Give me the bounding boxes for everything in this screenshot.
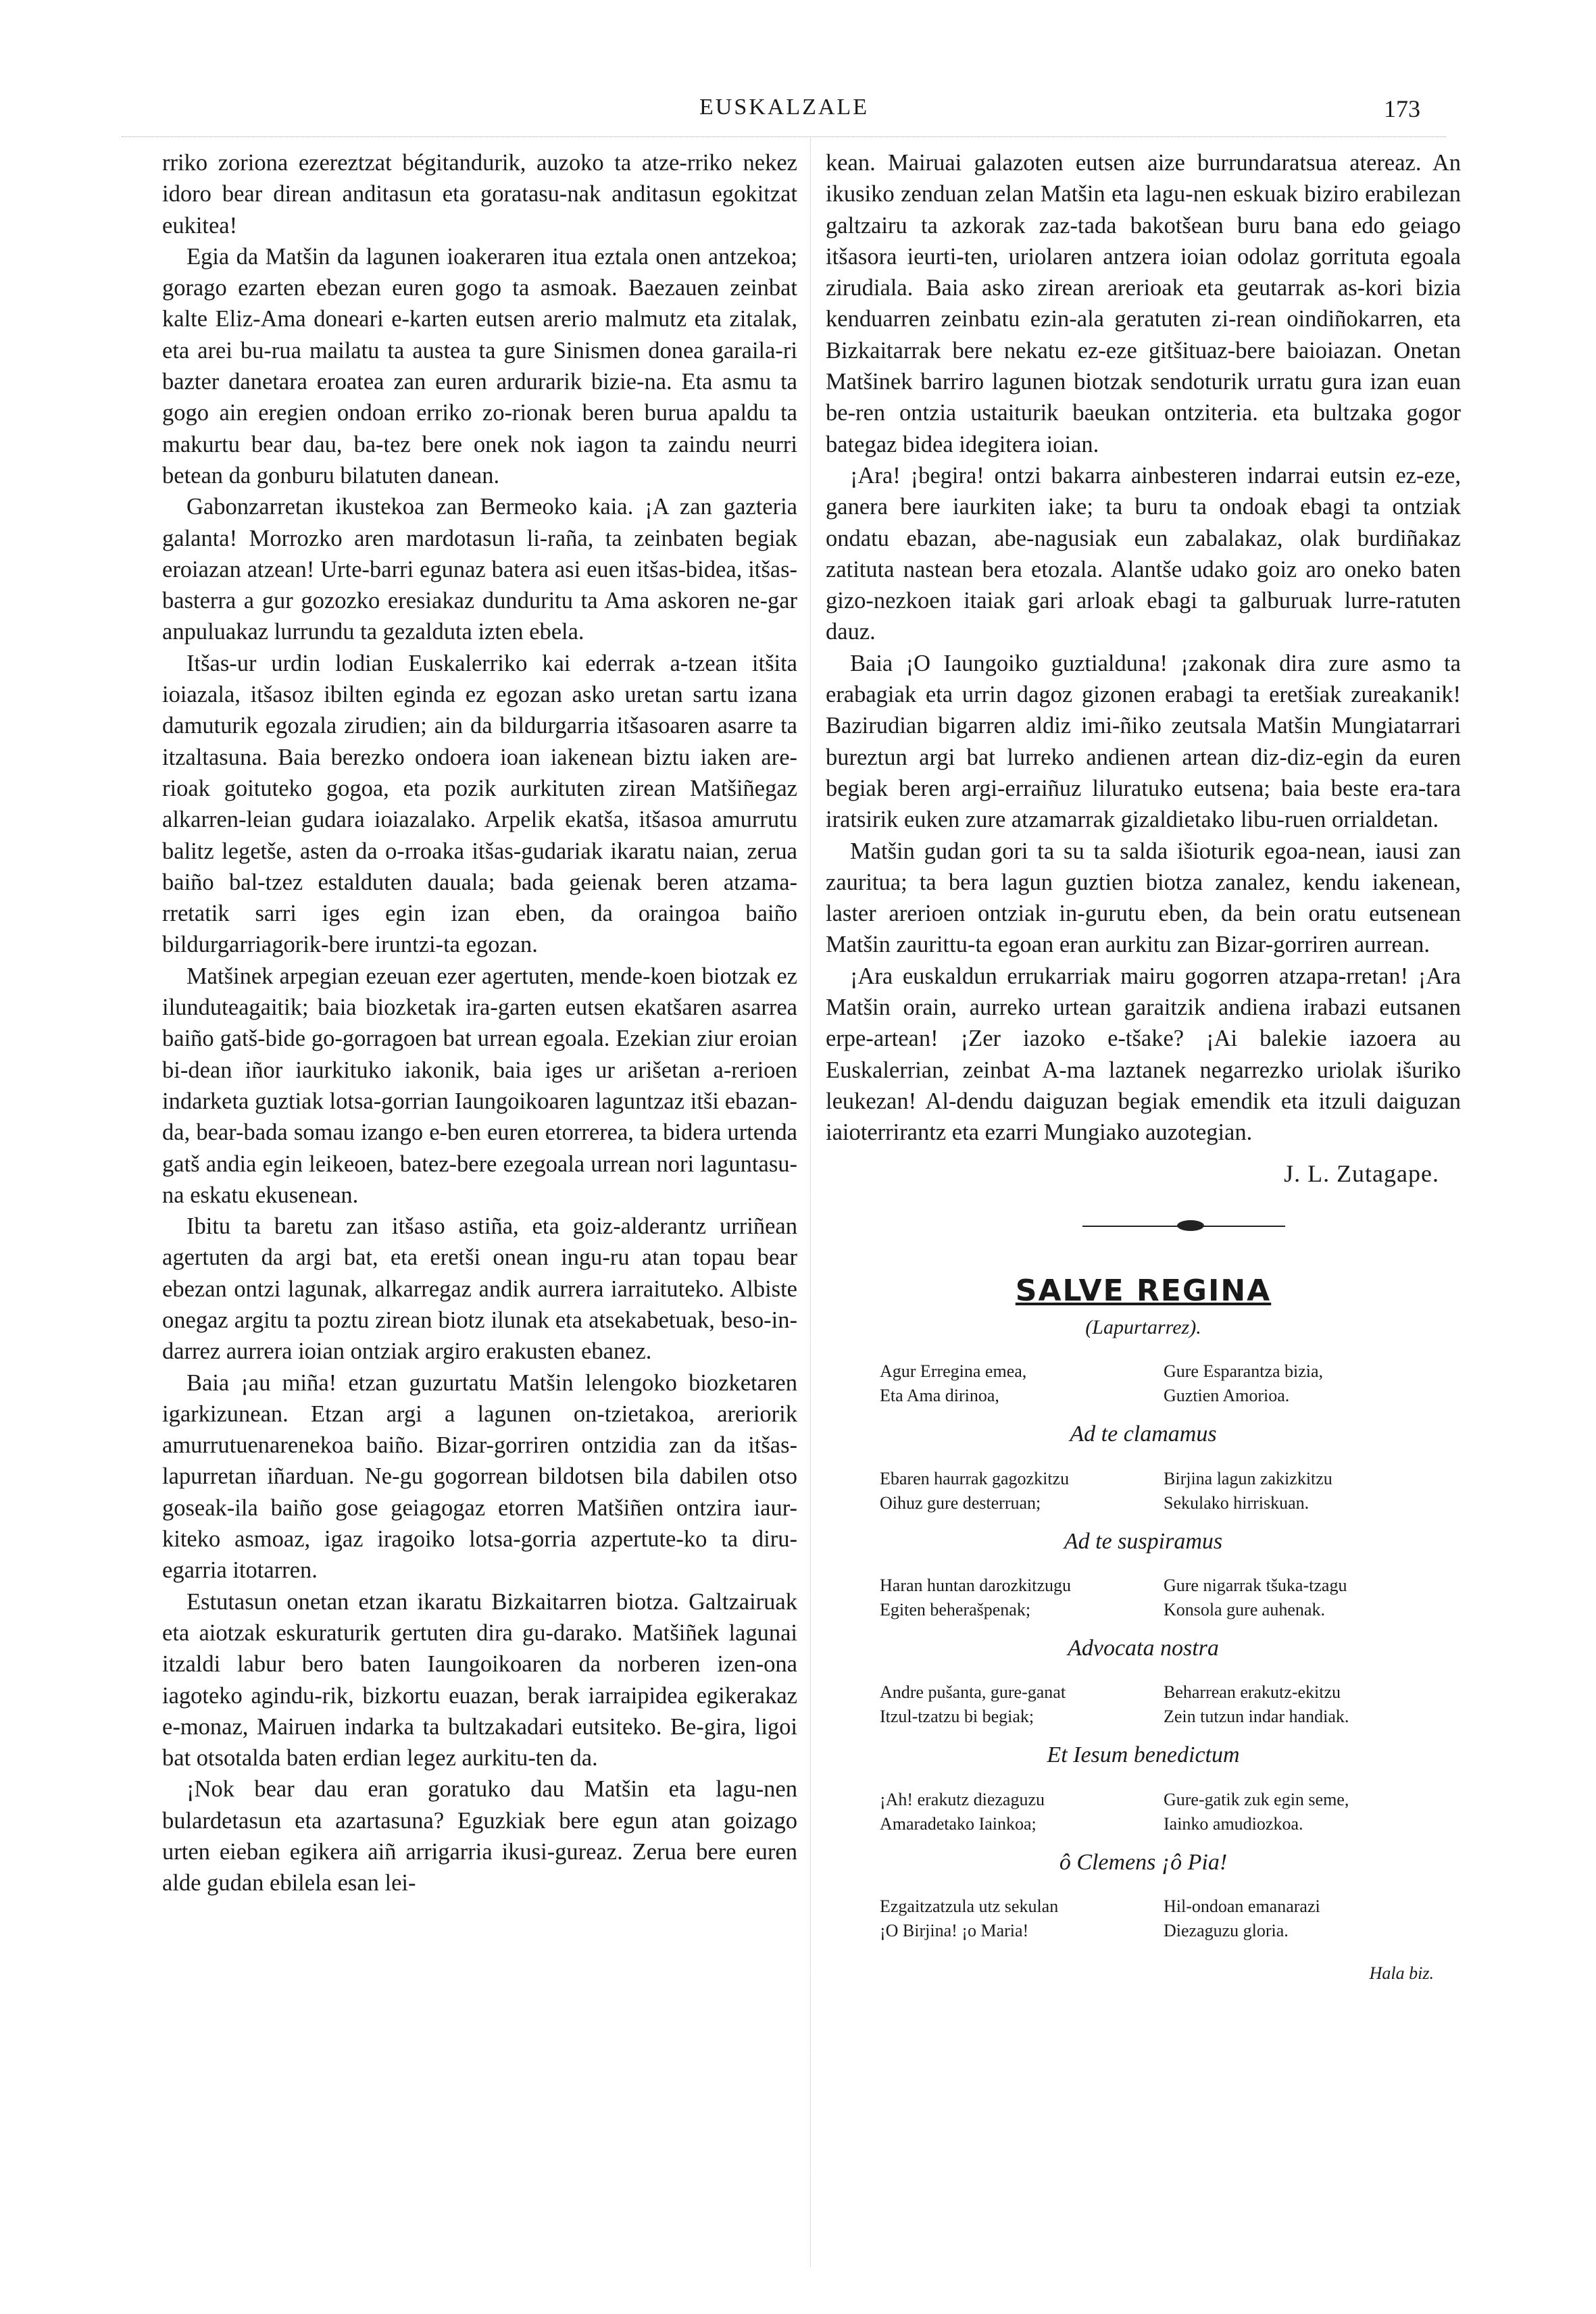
paragraph: kean. Mairuai galazoten eutsen aize burrundaratsua atereaz. An ikusiko zenduan zelan Matšin eta lagu-nen eskuak biziro erabilezan galtzairu ta azkorak zaz-tada bakotšean buru bana edo geiago itšasora ieurti-ten, uriolaren antzera ioian odolaz gorrituta egoala zirudiala. Baia asko zirean arerioak eta geutarrak as-kori bizia kenduarren zeinbatu ezin-ala geratuten zi-rean oindiñokarren, eta Bizkaitarrak bere nekatu ez-eze gitšituaz-bere baioiazan. Onetan Matšinek barriro lagunen biotzak sendoturik urratu gura izan euan be-ren ontzia ustaiturik baeukan ontziteria. eta bultzaka gogor bategaz bidea idegitera ioian. <box>826 150 1461 457</box>
hymn-stanza <box>826 1467 1461 1515</box>
verse-line: Oihuz gure desterruan; <box>880 1492 1041 1513</box>
verse-line: Egiten beherašpenak; <box>880 1599 1031 1619</box>
verse-line: Diezaguzu gloria. <box>1164 1920 1289 1940</box>
verse-line: Andre pušanta, gure-ganat <box>880 1682 1066 1703</box>
verse-line: Zein tutzun indar handiak. <box>1164 1707 1349 1727</box>
right-column <box>826 147 1461 1989</box>
verse-line: Itzul-tzatzu bi begiak; <box>880 1707 1034 1727</box>
paragraph: Gabonzarretan ikustekoa zan Bermeoko kaia. ¡A zan gazteria galanta! Morrozko aren mardotasun li-raña, ta zeinbaten begiak eroiazan atzean! Urte-barri egunaz batera asi euen itšas-bidea, itšas-basterra a gur gozozko eresiakaz dunduritu ta Ama askoren ne-gar anpuluakaz lurrundu ta gezaldutа izten ebela. <box>162 494 797 645</box>
verse-line: Konsola gure auhenak. <box>1164 1599 1325 1619</box>
verse-line: Ezgaitzatzula utz sekulan <box>880 1896 1059 1916</box>
author-signature: J. L. Zutagape. <box>1284 1159 1439 1187</box>
hymn-refrain: Ad te clamamus <box>1070 1422 1217 1447</box>
paragraph: ¡Ara! ¡begira! ontzi bakarra ainbesteren indarrai eutsin ez-eze, ganera bere iaurkiten iake; ta buru ta ondoak ebagi ta ontziak ondatu ebazan, abe-nagusiak eun zabalakaz, olak burdiñakaz zatituta nastean bera etozala. Alantše udako goiz aro oneko baten gizo-nezkoen itaiak gari arloak ebagi ta galburuak lurre-ratuten dauz. <box>826 462 1461 645</box>
column-divider <box>810 139 811 2267</box>
verse-line: Gure nigarrak tšuka-tzagu <box>1164 1575 1347 1595</box>
verse-line: Gure Esparantza bizia, <box>1164 1361 1324 1382</box>
hymn-refrain: ô Clemens ¡ô Pia! <box>1059 1849 1228 1875</box>
paragraph: ¡Nok bear dau eran goratuko dau Matšin eta lagu-nen bulardetasun eta azartasuna? Eguzkiak bere egun atan goizago urten eieban egikera aiñ arrigarria ikusi-gureaz. Zerua bere euren alde gudan ebilela esan lei- <box>162 1776 797 1896</box>
paragraph: rriko zoriona ezereztzat bégitandurik, auzoko ta atze-rriko nekez idoro bear direan anditasun eta goratasu-nak anditasun egokitzat eukitea! <box>162 150 797 238</box>
paragraph: Estutasun onetan etzan ikaratu Bizkaitarren biotza. Galtzairuak eta aiotzak eskuraturik gertuten dira gu-darako. Matšiñek lagunai itzaldi labur bero baten Iaungoikoaren da norberen izen-ona iagoteko agindu-rik, bizkortu euazan, berak iarraipidea egikerakaz e-monaz, Mairuen indarka ta bultzakadari eutsiteko. Be-gira, ligoi bat otsotalda baten erdian legez aurkitu-ten da. <box>162 1588 797 1771</box>
paragraph: Egia da Matšin da lagunen ioakeraren itua eztala onen antzekoa; gorago ezarten ebezan euren gogo ta asmoak. Baezauen zeinbat kalte Eliz-Ama doneari e-karten eutsen arerio malmutz eta zitalak, eta arei bu-rua mailatu ta austea ta gure Sinismen donea garaila-ri bazter danetara eroatea zan euren ardurarik bizie-na. Eta asmu ta gogo ain eregien ondoan erriko zo-rionak beren burua apaldu ta makurtu bear dau, ba-tez bere onek nok iagon ta zaindu neurri betean da gonburu bilatuten danean. <box>162 243 797 488</box>
hymn-stanza <box>826 1359 1461 1408</box>
verse-line: Haran huntan darozkitzugu <box>880 1575 1072 1595</box>
header-rule <box>122 136 1446 137</box>
hymn-stanza <box>826 1680 1461 1729</box>
verse-line: Eta Ama dirinoa, <box>880 1386 999 1406</box>
hymn-stanza <box>826 1574 1461 1622</box>
hymn-title: SALVE REGINA <box>1015 1273 1272 1308</box>
page-header <box>0 95 1596 135</box>
verse-line: Gure-gatik zuk egin seme, <box>1164 1789 1349 1809</box>
running-title: EUSKALZALE <box>699 95 869 120</box>
page-number: 173 <box>1384 95 1420 122</box>
verse-line: Amaradetako Iainkoa; <box>880 1813 1037 1834</box>
verse-line: ¡Ah! erakutz diezaguzu <box>880 1789 1045 1809</box>
verse-line: Ebaren haurrak gagozkitzu <box>880 1468 1070 1488</box>
hymn-subtitle: (Lapurtarrez). <box>1085 1316 1201 1339</box>
ornament-divider <box>826 1216 1461 1236</box>
verse-line: Hil-ondoan emanarazi <box>1164 1896 1320 1916</box>
verse-line: Agur Erregina emea, <box>880 1361 1027 1382</box>
verse-line: Birjina lagun zakizkitzu <box>1164 1468 1332 1488</box>
paragraph: Matšinek arpegian ezeuan ezer agertuten, mende-koen biotzak ez ilunduteagaitik; baia biozketak ira-garten eutsen ekatšaren asarrea baiño gatš-bide go-gorragoen bat urrean egoala. Ezekian ziur eroian bi-dean iñor iaurkituko iakonik, baia iges ur arišetan a-rerioen indarketa guztiak lotsa-gorrian Iaungoikoaren laguntzaz itši ebazan-da, bear-bada somau izango e-ben euren etorrerea, ta bidera urtenda gatš andia egin leikeoen, batez-bere ezegoala urrean nori laguntasu-na eskatu ekusenean. <box>162 963 797 1208</box>
hymn-stanza <box>826 1894 1461 1943</box>
paragraph: Ibitu ta baretu zan itšaso astiña, eta goiz-alderantz urriñean agertuten da argi bat, eta eretši onean ingu-ru atan topau bear ebezan ontzi lagunak, alkarregaz andik aurrera iarraituteko. Albiste onegaz argitu ta poztu zirean biotz ilunak eta atsekabetuak, beso-in-darrez aurrera ioian ontziak argiro erakusten ebanez. <box>162 1213 797 1365</box>
hymn-refrain: Advocata nostra <box>1068 1635 1219 1661</box>
hymn-refrain: Et Iesum benedictum <box>1047 1742 1240 1768</box>
ornament-dot <box>1177 1220 1204 1231</box>
paragraph: Itšas-ur urdin lodian Euskalerriko kai ederrak a-tzean itšita ioiazala, itšasoz ibilten eginda ez egozan asko uretan sartu izana damuturik egozala zirudien; ain da bildurgarria itšasoaren asarre ta itzaltasuna. Baia berezko ondoera ioan iakenean biztu iaken are-rioak goituteko gogoa, eta pozik aurkituten zirean Matšiñegaz alkarren-leian gudara ioiazalako. Arpelik ekatša, itšasoa amurrutu balitz legetše, asten da o-rroaka itšas-gudariak ikaratu naian, zerua baiño bal-tzez estalduten dauala; bada geienak beren atzama-rretatik sarri iges egin izan eben, da oraingoa baiño bildurgarriagorik-bere iruntzi-ta egozan. <box>162 650 797 958</box>
hymn-ending: Hala biz. <box>1369 1963 1434 1983</box>
verse-line: Iainko amudiozkoa. <box>1164 1813 1303 1834</box>
paragraph: ¡Ara euskaldun errukarriak mairu gogorren atzapa-rretan! ¡Ara Matšin orain, aurreko urtean garaitzik andiena irabazi eutsanen erpe-artean! ¡Zer iazoko e-tšake? ¡Ai balekie iazoera au Euskalerrian, zeinbat A-ma laztanek negarrezko uriolak išuriko leukezan! Al-dendu daiguzan begiak emendik eta itzuli daiguzan iaioterrirantz eta ezarri Mungiako auzotegian. <box>826 963 1461 1146</box>
paragraph: Baia ¡O Iaungoiko guztialduna! ¡zakonak dira zure asmo ta erabagiak eta urrin dagoz gizonen erabagi ta eretšiak zureakanik! Bazirudian bigarren aldiz imi-ñiko zeutsala Matšin Mungiatarrari bureztun argi bat lurreko andienen artean diz-diz-egin da euren begiak beren argi-erraiñuz liluratuko eutsena; baia beste era-tara iratsirik euken zure atzamarrak gizaldietako libu-ruen orrialdetan. <box>826 650 1461 833</box>
verse-line: Sekulako hirriskuan. <box>1164 1492 1310 1513</box>
verse-line: ¡O Birjina! ¡o Maria! <box>880 1920 1029 1940</box>
left-column <box>162 147 797 1899</box>
paragraph: Matšin gudan gori ta su ta salda išioturik egoa-nean, iausi zan zaurituа; ta bera lagun guztien biotza zanalez, kendu iakenean, laster arerioen ontziak in-gurutu eben, da bein oratu eutsenean Matšin zaurittu-ta egoan eran aurkitu zan Bizar-gorriren aurrean. <box>826 838 1461 958</box>
verse-line: Guztien Amorioa. <box>1164 1386 1290 1406</box>
hymn-refrain: Ad te suspiramus <box>1064 1528 1223 1554</box>
verse-line: Beharrean erakutz-ekitzu <box>1164 1682 1341 1703</box>
hymn-stanza <box>826 1788 1461 1836</box>
paragraph: Baia ¡au miña! etzan guzurtatu Matšin lelengoko biozketaren igarkizunean. Etzan argi a lagunen on-tzietakoa, areriorik amurrutuenarenekoa baiño. Bizar-gorriren ontzidia zan da itšas-lapurretan iñarduan. Ne-gu gogorrean bildotsen bila dabilen otso goseak-ila baiño gose geiagogaz etorren Matšiñen ontzira iaur-kiteko asmoaz, igaz iragoiko lotsa-gorria azpertute-ko ta diru-egarria itotarren. <box>162 1369 797 1584</box>
